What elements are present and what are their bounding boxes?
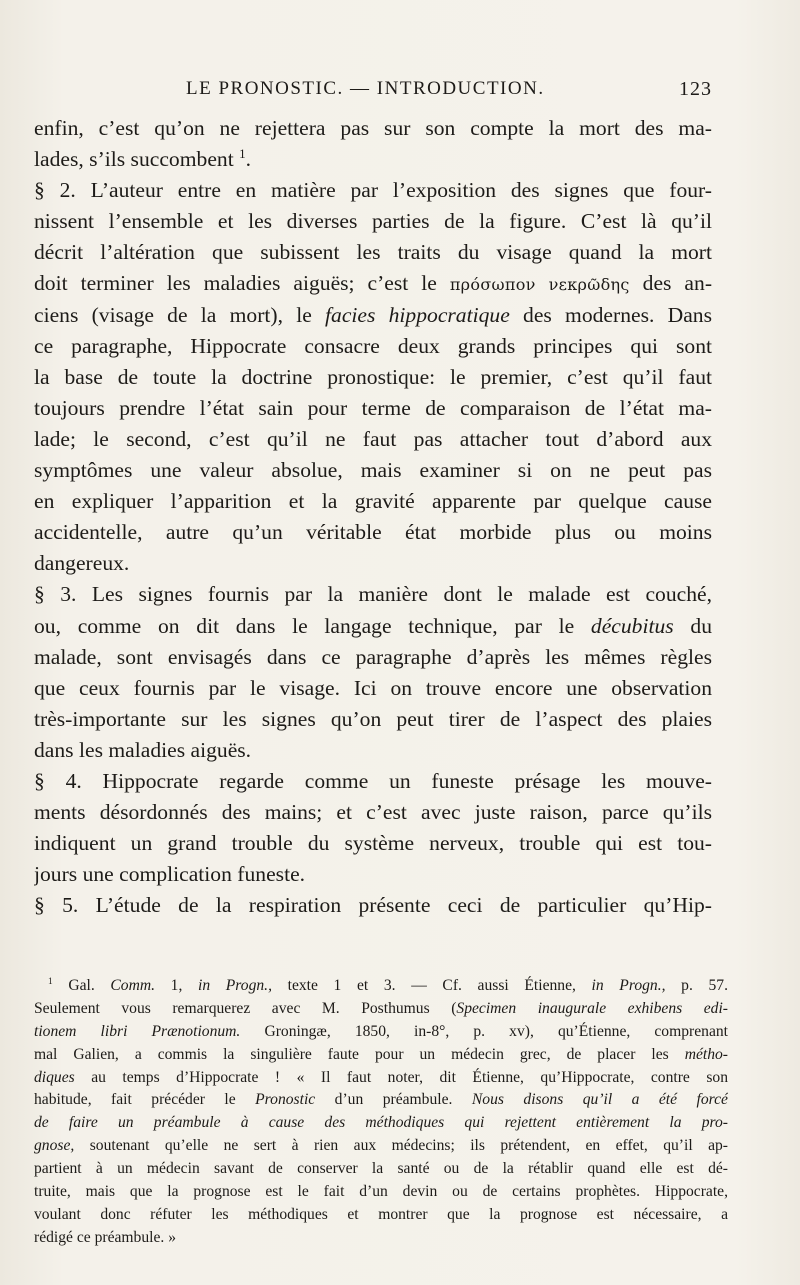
text-line: toujours prendre l’état sain pour terme de comparaison de l’état ma- (34, 395, 712, 420)
text-span: 1, (170, 977, 183, 994)
text-span: . (245, 147, 251, 172)
footnote-line (34, 1089, 728, 1112)
text-span: du (690, 613, 712, 638)
footnote-line: voulant donc réfuter les méthodiques et montrer que la prognose est nécessaire, a (34, 1205, 728, 1223)
italic-term: Nous disons qu’il a été forcé (471, 1091, 728, 1109)
italic-term: Pronostic (255, 1091, 316, 1109)
footnote-line (34, 1021, 728, 1044)
text-span: lades, s’ils succombent (34, 147, 234, 172)
italic-term: diques (34, 1068, 75, 1086)
text-span: Gal. (68, 977, 95, 994)
italic-term: gnose, (34, 1137, 75, 1155)
italic-term: in Progn., (591, 977, 666, 994)
text-span: p. 57. (681, 977, 728, 994)
text-span: d’un préambule. (334, 1091, 453, 1109)
footnote-line: partient à un médecin savant de conserver la santé ou de la rétablir quand elle est dé- (34, 1160, 728, 1178)
footnote-line: rédigé ce préambule. » (34, 1228, 177, 1246)
text-span: Seulement vous remarquerez avec M. Posthumus ( (34, 999, 457, 1017)
italic-term: tionem libri Prænotionum. (34, 1022, 241, 1040)
footnote-line (34, 1135, 728, 1158)
text-line: lade; le second, c’est qu’il ne faut pas attacher tout d’abord aux (34, 426, 712, 451)
italic-term: métho- (684, 1045, 728, 1063)
italic-term: facies hippocratique (325, 302, 510, 327)
text-line: indiquent un grand trouble du système nerveux, trouble qui est tou- (34, 831, 712, 856)
footnote-line (34, 1044, 728, 1067)
text-line: décrit l’altération que subissent les traits du visage quand la mort (34, 240, 712, 265)
footnote-mark: 1 (48, 976, 53, 987)
text-line (34, 611, 712, 642)
text-line: en expliquer l’apparition et la gravité apparente par quelque cause (34, 489, 712, 514)
text-span: Groningæ, 1850, in-8°, p. xv), qu’Étienne, comprenant (264, 1022, 728, 1040)
footnotes (34, 975, 728, 1250)
greek-phrase: πρόσωπον νεκρῶδης (449, 275, 630, 295)
text-span: ou, comme on dit dans le langage technique, par le (34, 613, 575, 638)
text-line (34, 268, 712, 299)
text-line: ments désordonnés des mains; et c’est avec juste raison, parce qu’ils (34, 800, 712, 825)
footnote-line (34, 1112, 728, 1135)
text-line: nissent l’ensemble et les diverses parties de la figure. C’est là qu’il (34, 209, 712, 234)
text-line: que ceux fournis par le visage. Ici on trouve encore une observation (34, 675, 712, 700)
italic-term: décubitus (590, 613, 674, 638)
text-line: jours une complication funeste. (34, 862, 306, 887)
footnote-line (34, 1067, 728, 1090)
text-span: habitude, fait précéder le (34, 1091, 236, 1109)
text-line: malade, sont envisagés dans ce paragraphe d’après les mêmes règles (34, 644, 712, 669)
text-span: doit terminer les maladies aiguës; c’est le (34, 271, 437, 296)
italic-term: in Progn., (198, 977, 272, 994)
running-head: LE PRONOSTIC. — INTRODUCTION. (186, 78, 545, 99)
page-number: 123 (679, 78, 712, 100)
text-span: des modernes. Dans (523, 302, 712, 327)
footnote-ref: 1 (239, 145, 246, 161)
footnote-line (34, 975, 728, 998)
text-line (34, 300, 712, 331)
text-span: texte 1 et 3. — Cf. aussi Étienne, (287, 977, 576, 994)
text-line: § 4. Hippocrate regarde comme un funeste présage les mouve- (34, 768, 712, 793)
text-span: soutenant qu’elle ne sert à rien aux médecins; ils prétendent, en effet, qu’il ap- (89, 1137, 728, 1155)
text-line: symptômes une valeur absolue, mais examiner si on ne peut pas (34, 458, 712, 483)
text-line (34, 144, 712, 175)
text-line: la base de toute la doctrine pronostique: le premier, c’est qu’il faut (34, 364, 712, 389)
italic-term: Comm. (110, 977, 156, 994)
text-span: mal Galien, a commis la singulière faute pour un médecin grec, de placer les (34, 1045, 669, 1063)
footnote-line: truite, mais que la prognose est le fait d’un devin ou de certains prophètes. Hippocrate, (34, 1183, 728, 1201)
text-span: des an- (642, 271, 712, 296)
page-header (0, 78, 800, 108)
text-line: § 5. L’étude de la respiration présente ceci de particulier qu’Hip- (34, 893, 712, 918)
text-line: dans les maladies aiguës. (34, 737, 252, 762)
text-line: ce paragraphe, Hippocrate consacre deux grands principes qui sont (34, 333, 712, 358)
text-line: enfin, c’est qu’on ne rejettera pas sur son compte la mort des ma- (34, 116, 712, 140)
text-span: ciens (visage de la mort), le (34, 302, 312, 327)
text-line: très-importante sur les signes qu’on peut tirer de l’aspect des plaies (34, 706, 712, 731)
text-line: § 2. L’auteur entre en matière par l’exposition des signes que four- (34, 178, 712, 203)
text-line: accidentelle, autre qu’un véritable état morbide plus ou moins (34, 520, 712, 545)
italic-term: Specimen inaugurale exhibens edi- (456, 999, 728, 1017)
footnote-line (34, 998, 728, 1021)
italic-term: de faire un préambule à cause des méthodiques qui rejettent entièrement la pro- (34, 1114, 728, 1132)
text-line: dangereux. (34, 551, 130, 576)
main-text (34, 113, 712, 921)
text-span: au temps d’Hippocrate ! « Il faut noter, dit Étienne, qu’Hippocrate, contre son (91, 1068, 728, 1086)
text-line: § 3. Les signes fournis par la manière dont le malade est couché, (34, 582, 712, 607)
